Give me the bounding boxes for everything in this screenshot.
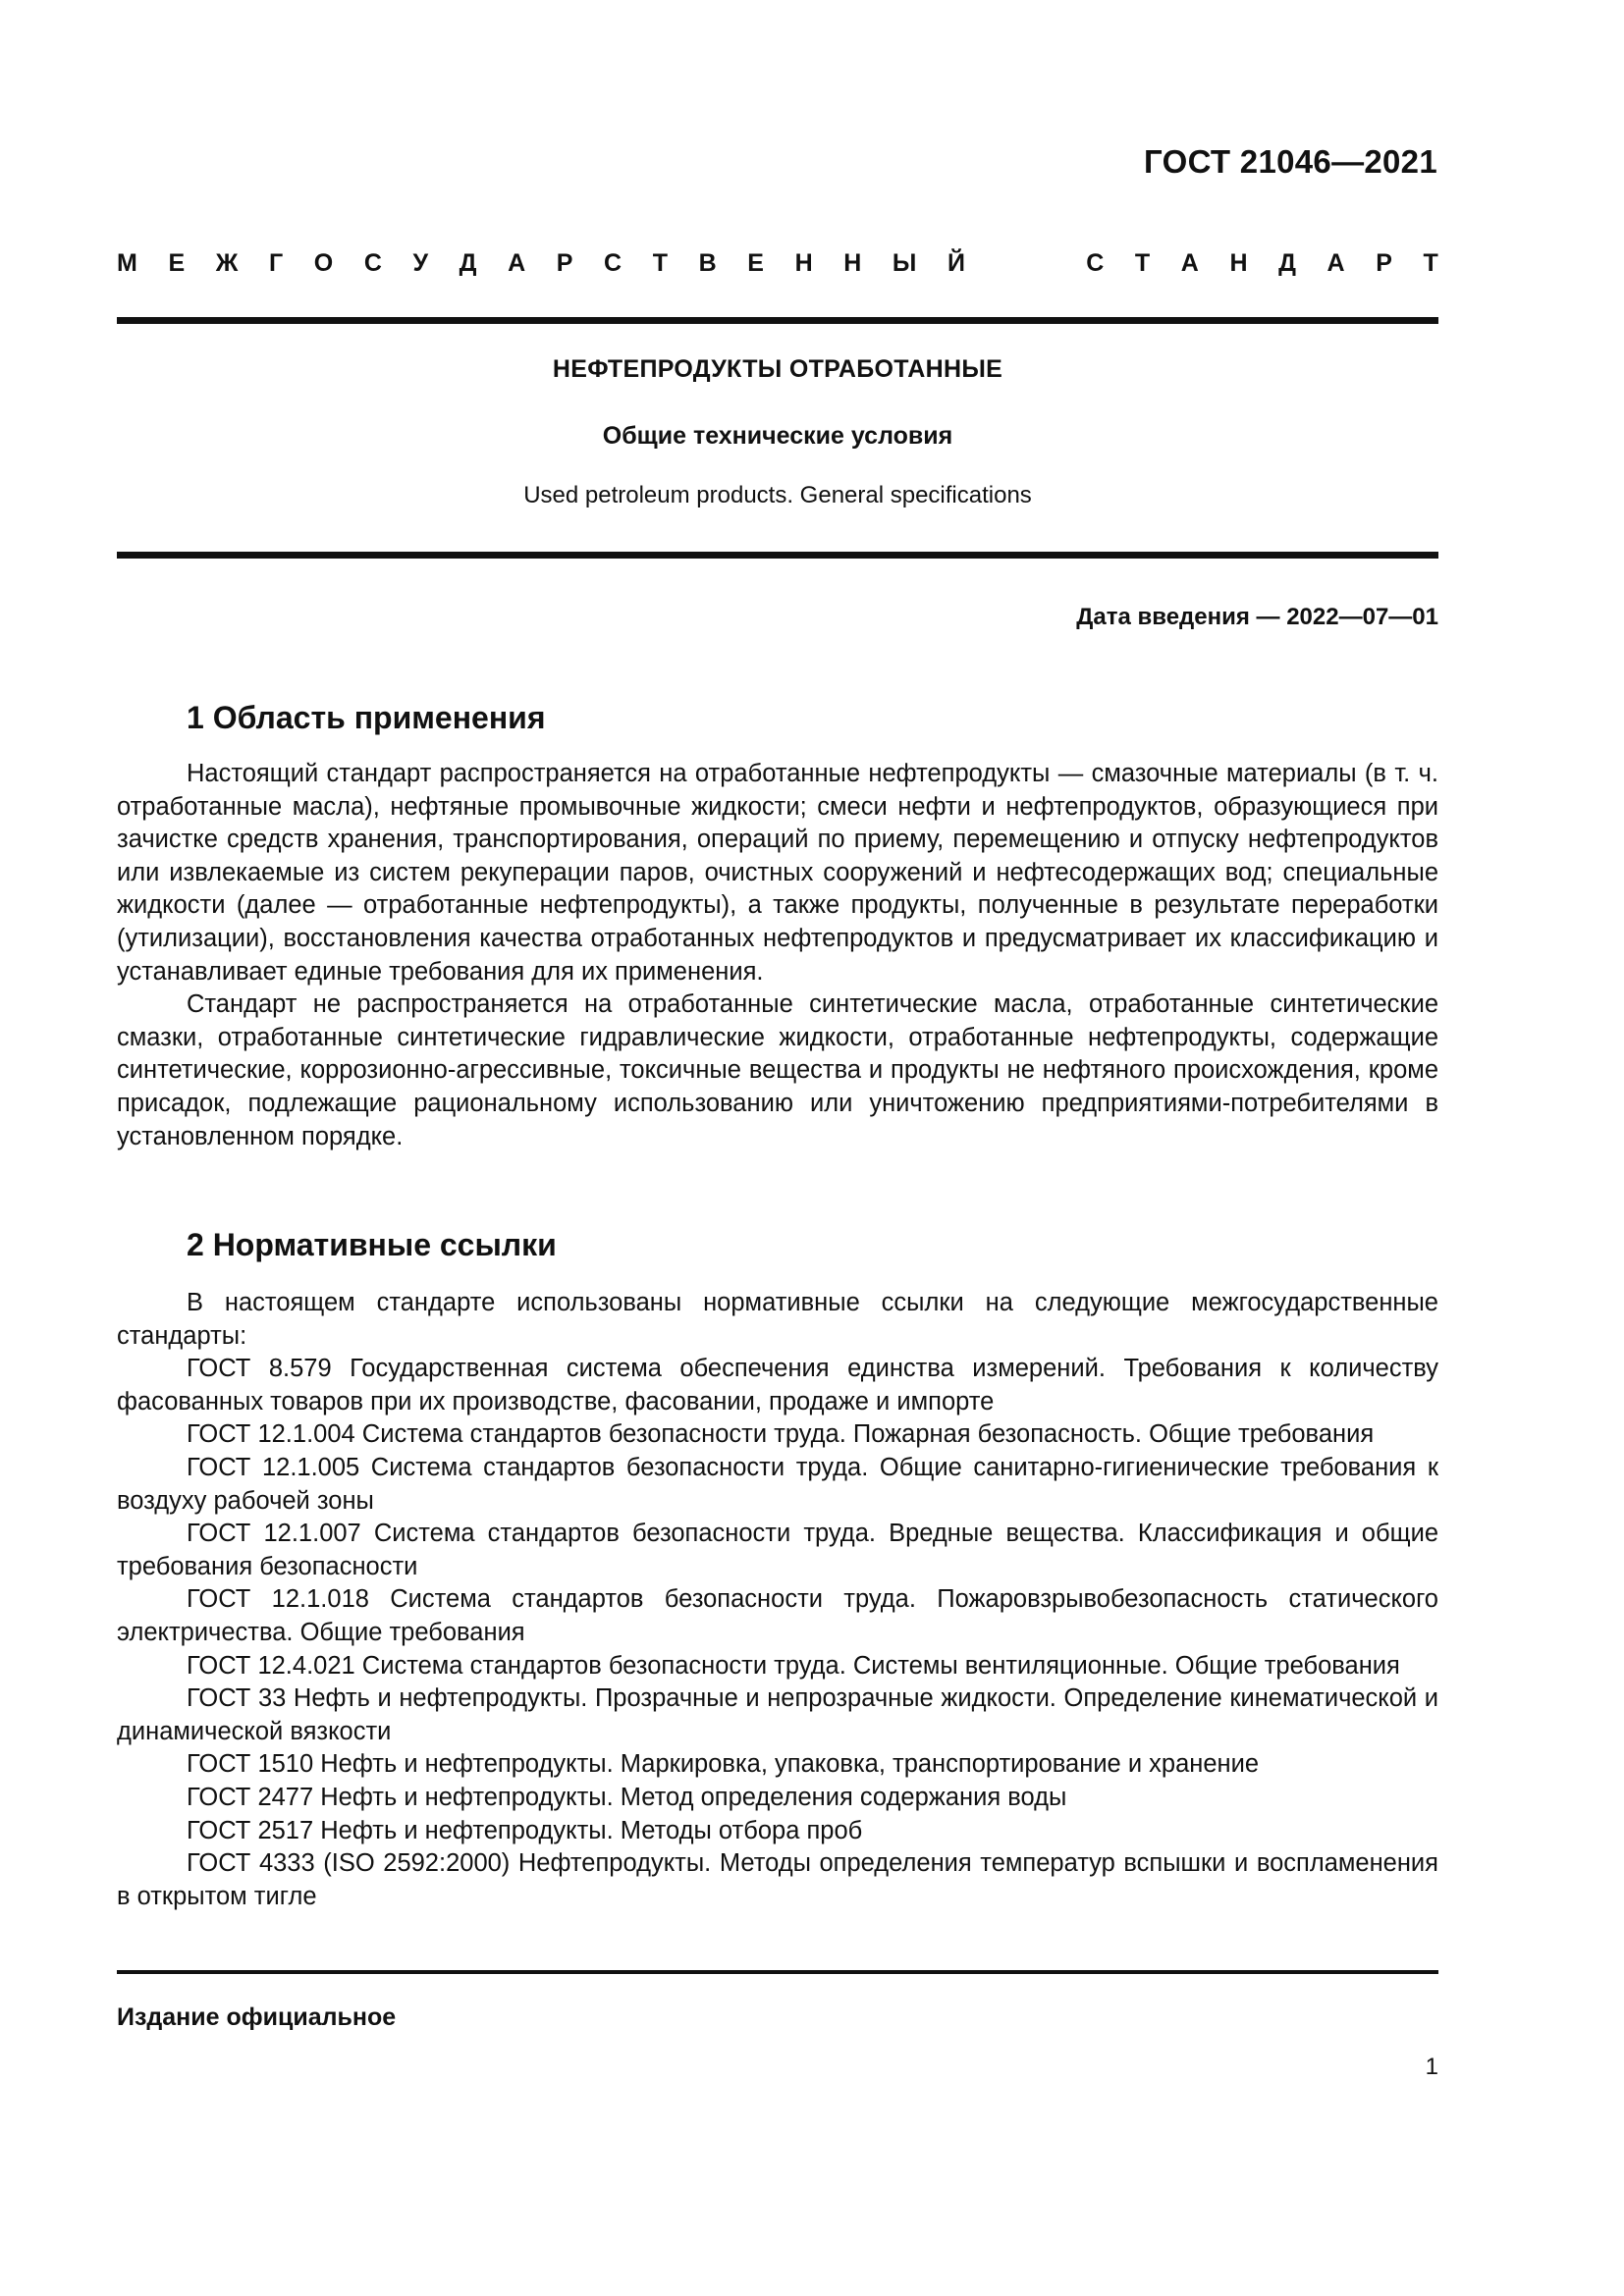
banner-letter: С (1086, 249, 1105, 277)
banner-letter: Д (1278, 249, 1296, 277)
reference-item: ГОСТ 12.1.005 Система стандартов безопасности труда. Общие санитарно-гигиенические требования к воздуху рабочей зоны (117, 1453, 1438, 1515)
banner-letter: Т (1134, 249, 1151, 277)
banner-letter: А (1180, 249, 1199, 277)
banner-letter: М (117, 249, 137, 277)
official-edition-label: Издание официальное (117, 2003, 397, 2031)
banner-letter: С (363, 249, 382, 277)
banner-letter: В (698, 249, 717, 277)
banner-letter: Е (168, 249, 186, 277)
banner-letter: Н (1229, 249, 1248, 277)
banner-letter: Г (268, 249, 284, 277)
banner-letter: Н (843, 249, 862, 277)
banner-letter: У (412, 249, 429, 277)
introduction-date: Дата введения — 2022—07—01 (1076, 604, 1438, 630)
section-2-body (117, 1287, 1438, 1913)
document-title: НЕФТЕПРОДУКТЫ ОТРАБОТАННЫЕ (552, 355, 1003, 383)
gost-code: ГОСТ 21046—2021 (1144, 143, 1437, 180)
reference-item: ГОСТ 12.1.018 Система стандартов безопасности труда. Пожаровзрывобезопасность статического электричества. Общие требования (117, 1585, 1438, 1646)
document-subtitle: Общие технические условия (602, 422, 953, 450)
reference-item: ГОСТ 2517 Нефть и нефтепродукты. Методы отбора проб (187, 1816, 863, 1844)
banner-letter: Н (794, 249, 813, 277)
header-rule (117, 317, 1438, 324)
title-rule (117, 552, 1438, 559)
reference-item: ГОСТ 8.579 Государственная система обеспечения единства измерений. Требования к количеству фасованных товаров при их производстве, фасовании, продаже и импорте (117, 1355, 1438, 1415)
banner-letter: Р (1376, 249, 1392, 277)
banner-letter: А (1326, 249, 1345, 277)
section-1-heading: 1 Область применения (187, 700, 546, 735)
banner-letter: А (508, 249, 526, 277)
section-1-body (117, 758, 1438, 1153)
banner-letter: Ы (892, 249, 917, 277)
page-number: 1 (1425, 2054, 1438, 2080)
reference-item: ГОСТ 4333 (ISO 2592:2000) Нефтепродукты. Методы определения температур вспышки и воспламенения в открытом тигле (117, 1849, 1438, 1910)
banner-letter: Р (556, 249, 573, 277)
banner-letter: С (604, 249, 623, 277)
paragraph: Настоящий стандарт распространяется на отработанные нефтепродукты — смазочные материалы (в т. ч. отработанные масла), нефтяные промывочные жидкости; смеси нефти и нефтепродуктов, образующиеся при зачистке средств хранения, транспортирования, операций по приему, перемещению и отпуску нефтепродуктов или извлекаемые из систем рекуперации паров, очистных сооружений и нефтесодержащих вод; специальные жидкости (далее — отработанные нефтепродукты), а также продукты, полученные в результате переработки (утилизации), восстановления качества отработанных нефтепродуктов и предусматривает их классификацию и устанавливает единые требования для их применения. (117, 760, 1438, 986)
reference-item: ГОСТ 1510 Нефть и нефтепродукты. Маркировка, упаковка, транспортирование и хранение (187, 1750, 1260, 1779)
banner-word-gap (997, 249, 1056, 278)
reference-item: ГОСТ 12.4.021 Система стандартов безопасности труда. Системы вентиляционные. Общие требования (187, 1651, 1400, 1680)
footer-rule (117, 1970, 1438, 1974)
banner-letter: Й (947, 249, 965, 277)
banner-letter: Ж (215, 249, 239, 277)
reference-item: ГОСТ 12.1.004 Система стандартов безопасности труда. Пожарная безопасность. Общие требования (187, 1420, 1375, 1449)
banner-letter: Д (459, 249, 477, 277)
paragraph: Стандарт не распространяется на отработанные синтетические масла, отработанные синтетические смазки, отработанные синтетические гидравлические жидкости, отработанные нефтепродукты, содержащие синтетические, коррозионно-агрессивные, токсичные вещества и продукты не нефтяного происхождения, кроме присадок, подлежащие рациональному использованию или уничтожению предприятиями-потребителями в установленном порядке. (117, 990, 1438, 1150)
banner-letter: Т (1423, 249, 1438, 277)
banner-letter: Е (747, 249, 764, 277)
document-english-title: Used petroleum products. General specifications (523, 482, 1032, 508)
reference-item: ГОСТ 12.1.007 Система стандартов безопасности труда. Вредные вещества. Классификация и общие требования безопасности (117, 1520, 1438, 1580)
reference-item: ГОСТ 33 Нефть и нефтепродукты. Прозрачные и непрозрачные жидкости. Определение кинематической и динамической вязкости (117, 1684, 1438, 1745)
section-2-heading: 2 Нормативные ссылки (187, 1227, 557, 1262)
paragraph: В настоящем стандарте использованы нормативные ссылки на следующие межгосударственные стандарты: (117, 1289, 1438, 1350)
reference-item: ГОСТ 2477 Нефть и нефтепродукты. Метод определения содержания воды (187, 1783, 1067, 1811)
banner-letter: О (313, 249, 334, 277)
banner-letter: Т (652, 249, 668, 277)
interstate-standard-banner (117, 249, 1438, 278)
